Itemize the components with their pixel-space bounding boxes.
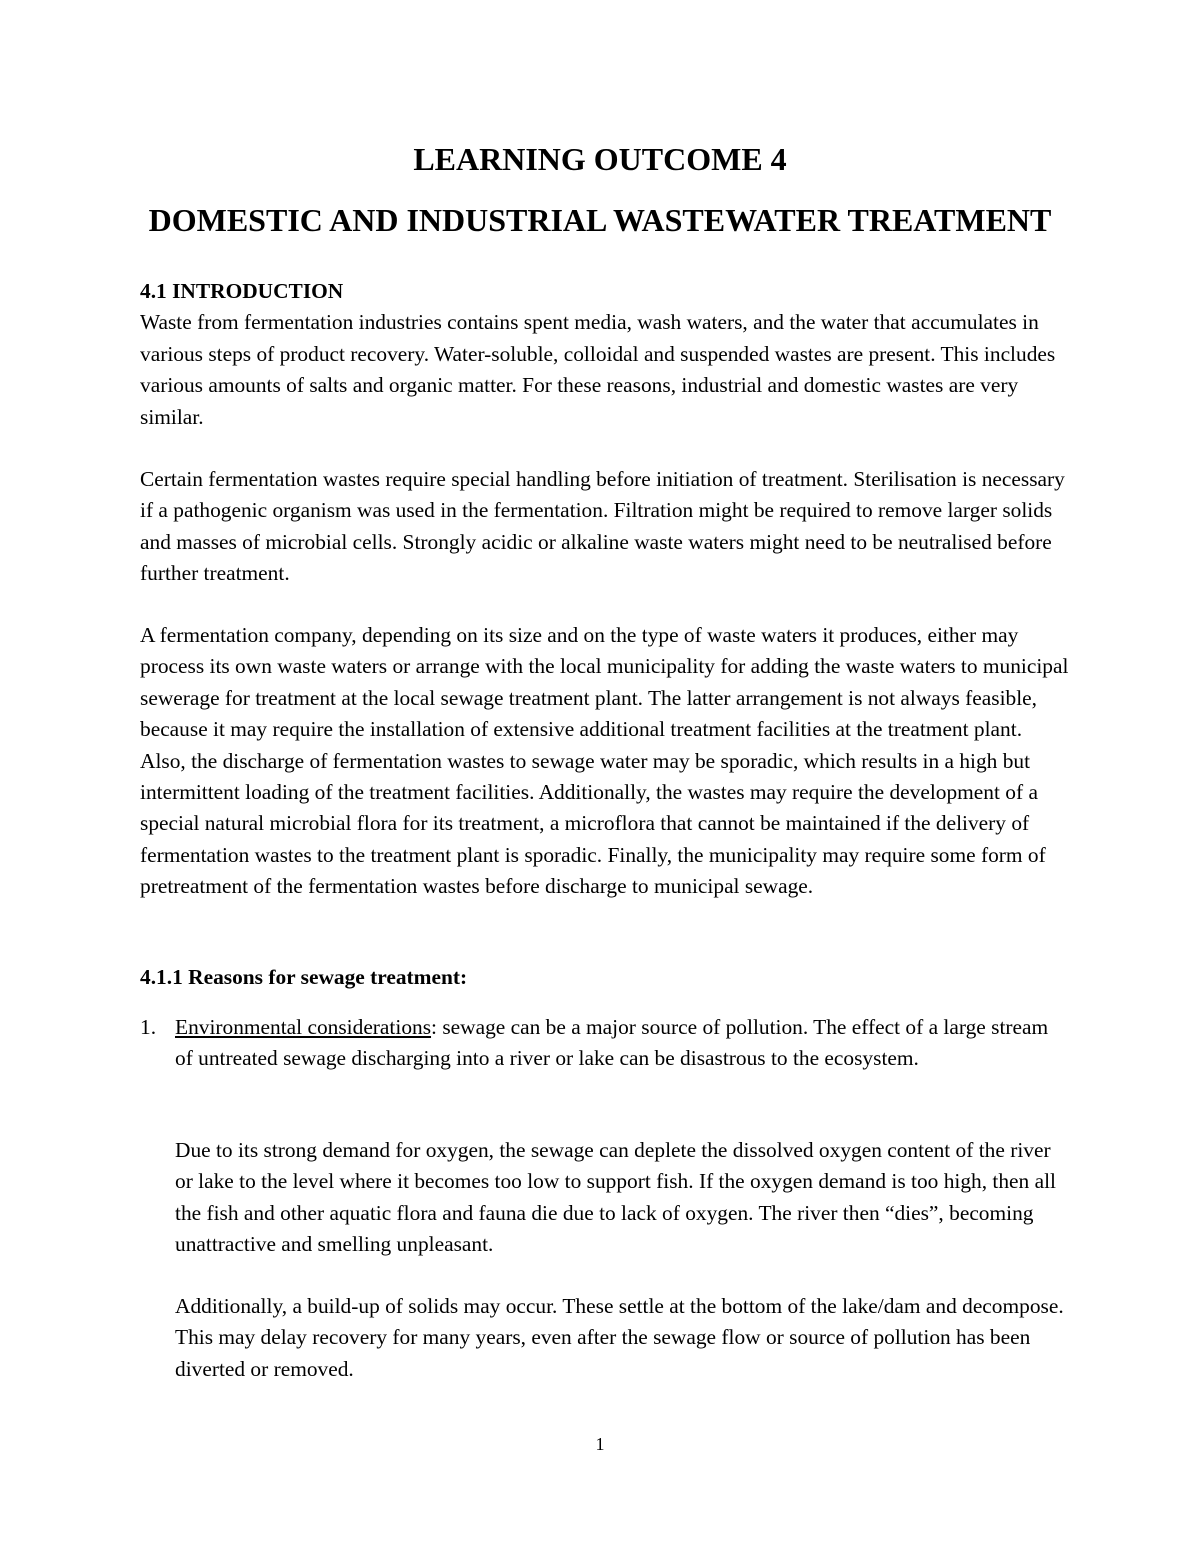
intro-paragraph-3: A fermentation company, depending on its size and on the type of waste waters it produces, either may process its own waste waters or arrange with the local municipality for adding the waste waters to municipal sewerage for treatment at the local sewage treatment plant. The latter arrangement is not always feasible, because it may require the installation of extensive additional treatment facilities at the treatment plant. Also, the discharge of fermentation wastes to sewage water may be sporadic, which results in a high but intermittent loading of the treatment facilities. Additionally, the wastes may require the development of a special natural microbial flora for its treatment, a microflora that cannot be maintained if the delivery of fermentation wastes to the treatment plant is sporadic. Finally, the municipality may require some form of pretreatment of the fermentation wastes before discharge to municipal sewage.	[140, 623, 1069, 899]
page-number: 1	[595, 1434, 605, 1454]
term-environmental-considerations: Environmental considerations	[175, 1015, 432, 1039]
section-heading-reasons: 4.1.1 Reasons for sewage treatment:	[140, 965, 468, 989]
list-number-1: 1.	[140, 1015, 157, 1039]
list-item-paragraph-oxygen: Due to its strong demand for oxygen, the sewage can deplete the dissolved oxygen content of the river or lake to the level where it becomes too low to support fish. If the oxygen demand is too high, then all the fish and other aquatic flora and fauna die due to lack of oxygen. The river then “dies”, becoming unattractive and smelling unpleasant.	[175, 1138, 1056, 1257]
section-heading-introduction: 4.1 INTRODUCTION	[140, 279, 344, 303]
list-item-environmental	[175, 1012, 1070, 1075]
intro-paragraph-2: Certain fermentation wastes require special handling before initiation of treatment. Sterilisation is necessary if a pathogenic organism was used in the fermentation. Filtration might be required to remove larger solids and masses of microbial cells. Strongly acidic or alkaline waste waters might need to be neutralised before further treatment.	[140, 467, 1065, 586]
intro-paragraph-1: Waste from fermentation industries contains spent media, wash waters, and the water that accumulates in various steps of product recovery. Water-soluble, colloidal and suspended wastes are present. This includes various amounts of salts and organic matter. For these reasons, industrial and domestic wastes are very similar.	[140, 310, 1056, 429]
list-item-paragraph-solids: Additionally, a build-up of solids may occur. These settle at the bottom of the lake/dam and decompose. This may delay recovery for many years, even after the sewage flow or source of pollution has been diverted or removed.	[175, 1294, 1064, 1381]
document-title: LEARNING OUTCOME 4	[413, 141, 787, 177]
document-subtitle: DOMESTIC AND INDUSTRIAL WASTEWATER TREATMENT	[148, 202, 1052, 238]
list-item-text: : sewage can be a major source of pollution. The effect of a large stream of untreated sewage discharging into a river or lake can be disastrous to the ecosystem.	[175, 1015, 1049, 1071]
section-introduction	[140, 276, 1070, 433]
